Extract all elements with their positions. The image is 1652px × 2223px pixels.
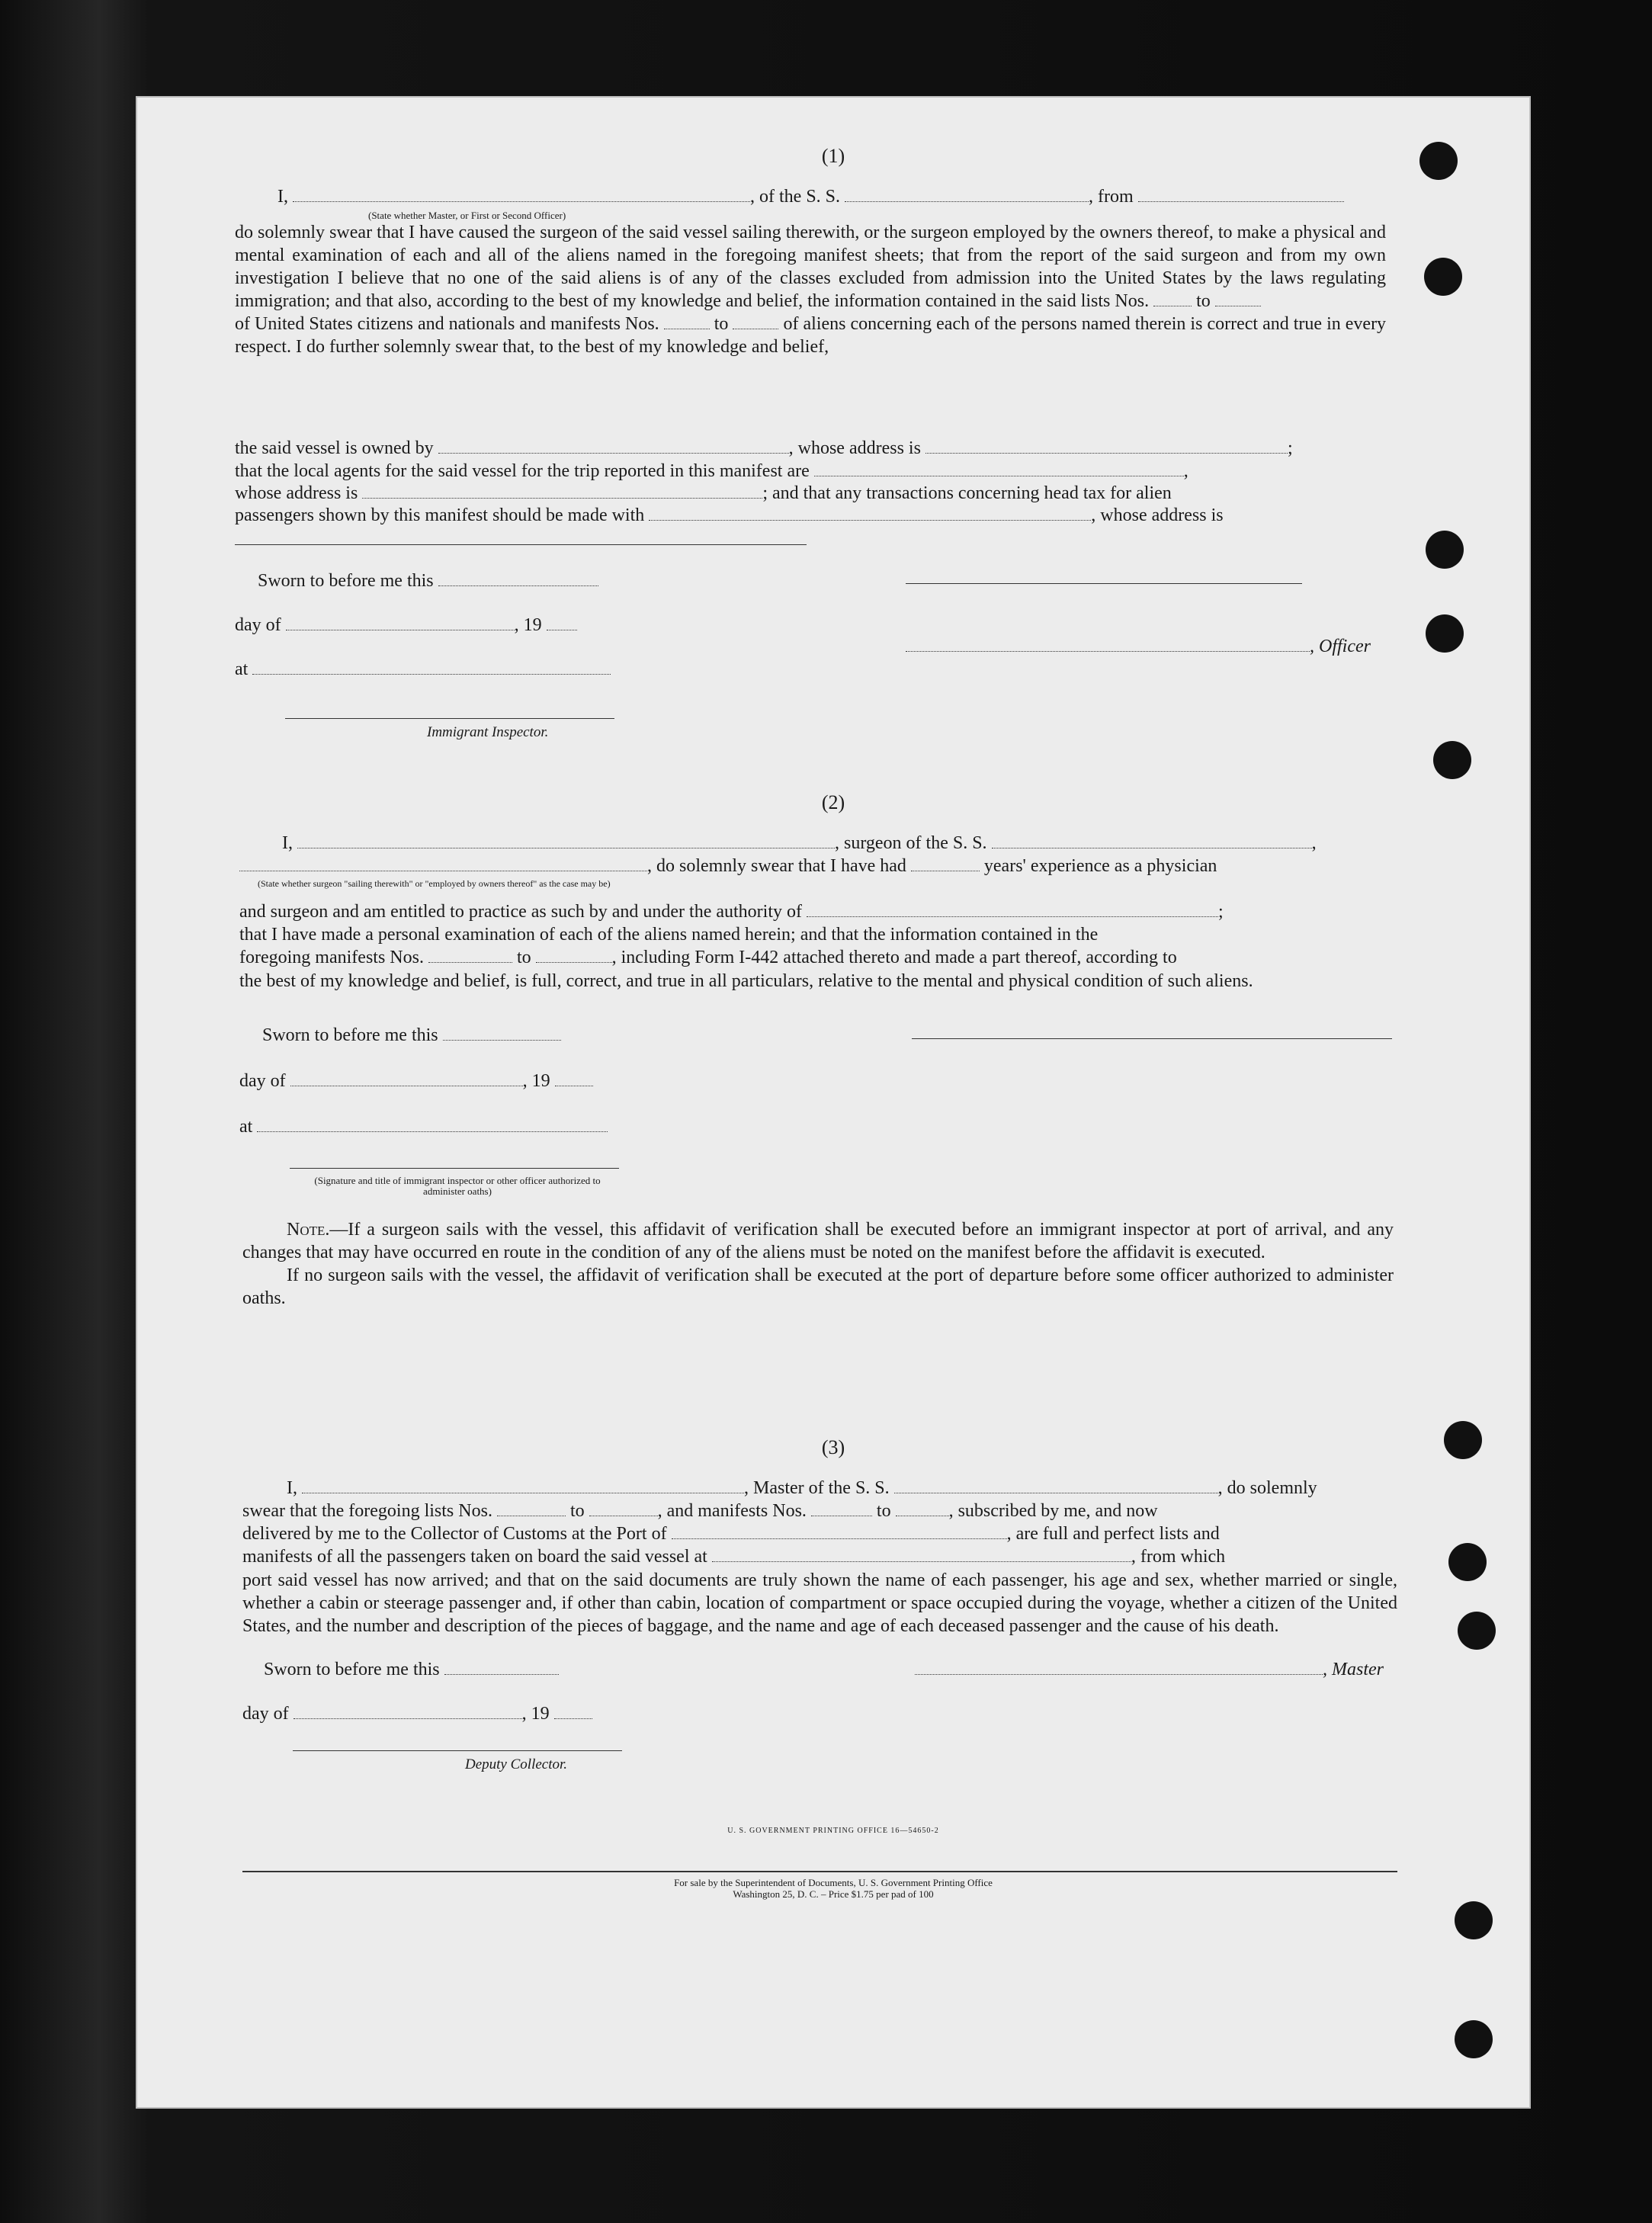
text: Note. (287, 1220, 330, 1240)
binder-hole (1419, 142, 1458, 180)
month-field[interactable] (286, 616, 515, 630)
manifest-from-field[interactable] (428, 948, 512, 963)
text: to (876, 1501, 891, 1521)
text: at (235, 659, 249, 679)
binder-hole (1424, 258, 1462, 296)
text: , subscribed by me, and now (948, 1501, 1158, 1521)
text: , Master (1323, 1660, 1384, 1679)
price-notice: Washington 25, D. C. – Price $1.75 per pad of 100 (733, 1888, 934, 1900)
authority-field[interactable] (807, 903, 1218, 917)
text: , are full and perfect lists and (1006, 1524, 1220, 1544)
field-note: (State whether Master, or First or Second Officer) (368, 210, 566, 221)
text: at (239, 1117, 253, 1137)
officer-rank-field[interactable] (293, 188, 750, 202)
sworn-date-field[interactable] (438, 572, 598, 586)
text: , from (1089, 187, 1134, 207)
text: , Master of the S. S. (744, 1478, 890, 1498)
binder-hole (1455, 2020, 1493, 2058)
head-tax-contact-field[interactable] (649, 506, 1091, 521)
year-field[interactable] (554, 1705, 592, 1719)
month-field[interactable] (290, 1072, 523, 1086)
list-to-field[interactable] (589, 1502, 658, 1516)
text: , 19 (514, 615, 542, 635)
inspector-label: Immigrant Inspector. (427, 724, 549, 740)
text: swear that the foregoing lists Nos. (242, 1501, 492, 1521)
text: , including Form I-442 attached thereto and made a part thereof, according to (611, 948, 1177, 967)
agents-field[interactable] (814, 462, 1184, 476)
binder-hole (1448, 1543, 1487, 1581)
oath-paragraph (235, 221, 1386, 358)
embark-port-field[interactable] (712, 1548, 1131, 1562)
text: , whose address is (1091, 505, 1224, 525)
text: day of (235, 615, 281, 635)
text: day of (239, 1071, 286, 1091)
text: and surgeon and am entitled to practice as such by and under the authority of (239, 902, 802, 922)
head-tax-address-field[interactable] (235, 544, 807, 545)
text: —If a surgeon sails with the vessel, this affidavit of verification shall be executed before an immigrant inspector at port of arrival, and any changes that may have occurred en route in the condition of any of the aliens must be noted on the manifest before the affidavit is executed. (242, 1220, 1394, 1262)
month-field[interactable] (294, 1705, 522, 1719)
text: of aliens concerning each of the persons named therein is correct and true in every respect. I do further solemnly swear that, to the best of my knowledge and belief, (235, 314, 1387, 357)
text: to (569, 1501, 585, 1521)
text: , of the S. S. (750, 187, 841, 207)
footer-rule (242, 1871, 1397, 1872)
text: , surgeon of the S. S. (835, 833, 987, 853)
owner-field[interactable] (438, 439, 789, 454)
binder-hole (1426, 531, 1464, 569)
vessel-name-field[interactable] (894, 1479, 1218, 1493)
text: foregoing manifests Nos. (239, 948, 424, 967)
manifest-from-field[interactable] (811, 1502, 872, 1516)
master-name-field[interactable] (302, 1479, 744, 1493)
year-field[interactable] (555, 1072, 593, 1086)
sale-notice: For sale by the Superintendent of Documents, U. S. Government Printing Office (674, 1877, 993, 1888)
signature-line[interactable] (906, 583, 1302, 584)
surgeon-status-field[interactable] (239, 857, 647, 871)
text: , from which (1131, 1547, 1226, 1567)
inspector-signature-line[interactable] (285, 718, 614, 719)
year-field[interactable] (547, 616, 577, 630)
manifest-to-field[interactable] (733, 315, 778, 329)
text: do solemnly swear that I have caused the surgeon of the said vessel sailing therewith, or the surgeon employed by the owners thereof, to make a physical and mental examination of each and all of the aliens named in the foregoing manifest sheets; that from the report of the said surgeon and from my own investigation I believe that no one of the said aliens is of any of the classes excluded from admission into the United States by the laws regulating immigration; and that also, according to the best of my knowledge and belief, the information contained in the said lists Nos. (235, 223, 1386, 311)
section-number: (1) (821, 145, 845, 167)
text: years' experience as a physician (983, 856, 1217, 876)
text: , 19 (521, 1704, 550, 1724)
years-field[interactable] (911, 857, 980, 871)
text: manifests of all the passengers taken on board the said vessel at (242, 1547, 707, 1567)
text: , 19 (522, 1071, 550, 1091)
manifest-to-field[interactable] (536, 948, 612, 963)
vessel-name-field[interactable] (845, 188, 1089, 202)
text: , do solemnly swear that I have had (647, 856, 906, 876)
text: that the local agents for the said vessel for the trip reported in this manifest are (235, 461, 810, 481)
place-field[interactable] (257, 1118, 608, 1132)
text: day of (242, 1704, 289, 1724)
collector-label: Deputy Collector. (465, 1756, 568, 1772)
collector-signature-line[interactable] (293, 1750, 622, 1751)
printer-imprint: U. S. GOVERNMENT PRINTING OFFICE 16—54650-2 (727, 1827, 939, 1835)
text: I, (287, 1478, 297, 1498)
departure-port-field[interactable] (1138, 188, 1344, 202)
text: If no surgeon sails with the vessel, the affidavit of verification shall be executed at the port of departure before some officer authorized to administer oaths. (242, 1265, 1394, 1308)
officer-signature-field[interactable] (906, 637, 1310, 652)
vessel-name-field[interactable] (992, 834, 1312, 848)
field-note: (Signature and title of immigrant inspector or other officer authorized to administer oaths) (314, 1175, 601, 1197)
text: , whose address is (788, 438, 921, 458)
text: Sworn to before me this (258, 571, 434, 591)
owner-address-field[interactable] (925, 439, 1288, 454)
text: that I have made a personal examination of each of the aliens named herein; and that the information contained in the (239, 925, 1099, 945)
manifest-from-field[interactable] (664, 315, 710, 329)
text: passengers shown by this manifest should be made with (235, 505, 645, 525)
binder-hole (1426, 614, 1464, 653)
text: whose address is (235, 483, 358, 503)
binder-hole (1458, 1612, 1496, 1650)
list-no-from-field[interactable] (1153, 292, 1192, 306)
place-field[interactable] (252, 660, 611, 675)
text: , Officer (1310, 637, 1371, 656)
list-from-field[interactable] (497, 1502, 566, 1516)
agents-address-field[interactable] (362, 484, 762, 499)
form-page: (1) I, , of the S. S. , from (State whether Master, or First or Second Officer) do solemnly swear that I have caused the surgeon of the said vessel sailing therewith, or the surgeon employed by the owners thereof, to make a physical and mental examination of each and all of the aliens named in the foregoing manifest sheets; that from the report of the said surgeon and from my own investigation I believe that no one of the said aliens is of any of the classes excluded from admission into the United States by the laws regulating immigration; and that also, according to the best of my knowledge and belief, the information contained in the said lists Nos. to of United States citizens and nationals and manifests Nos. to of aliens concerning each of the persons named therein is correct and true in every respect. I do further solemnly swear that, to the best of my knowledge and belief, the said vessel is owned by , whose address is ; that the local agents for the said vessel for the trip reported in this manifest are , whose address is ; and that any transactions concerning head tax for alien passengers shown by this manifest should be made with , whose address is Sworn to before me this day of , 19 , Officer at Immigrant Inspector. (2) I, , surgeon of the S. S. , , do solemnly swear that I have had years' experience as a physician (State whether surgeon "sailing therewith" or "employed by owners thereof" as the case may be) and surgeon and am entitled to practice as such by and under the authority of ; that I have made a personal examination of each of the aliens named herein; and that the information contained in the foregoing manifests Nos. to , including Form I-442 attached thereto and made a part thereof, according to the best of my knowledge and belief, is full, correct, and true in all particulars, relative to the mental and physical condition of such aliens. Sworn to before me this day of , 19 at (Signature and title of immigrant inspector or other officer authorized to administer oaths) Note.—If a surgeon sails with the vessel, this affidavit of verification shall be executed before an immigrant inspector at port of arrival, and any changes that may have occurred en route in the condition of any of the aliens must be noted on the manifest before the affidavit is executed. If no surgeon sails with the vessel, the affidavit of verification shall be executed at the port of departure before some officer authorized to administer oaths. (3) I, , Master of the S. S. , do solemnly swear that the foregoing lists Nos. to , and manifests Nos. to , subscribed by me, and now delivered by me to the Collector of Customs at the Port of , are full and perfect lists and manifests of all the passengers taken on board the said vessel at , from which port said vessel has now arrived; and that on the said documents are truly shown the name of each passenger, his age and sex, whether married or single, whether a cabin or steerage passenger and, if other than cabin, location of compartment or space occupied during the voyage, whether a citizen of the United States, and the number and description of the pieces of baggage, and the name and age of each deceased passenger and the cause of his death. Sworn to before me this , Master day of , 19 Deputy Collector. U. S. GOVERNMENT PRINTING OFFICE 16—54650-2 For sale by the Superintendent of Documents, U. S. Government Printing Office Washington 25, D. C. – Price $1.75 per pad of 100 (136, 96, 1531, 2109)
section-number: (3) (821, 1436, 845, 1458)
text: Sworn to before me this (264, 1660, 440, 1679)
binder-hole (1455, 1901, 1493, 1939)
text: the best of my knowledge and belief, is full, correct, and true in all particulars, relative to the mental and physical condition of such aliens. (239, 971, 1253, 991)
text: to (714, 314, 729, 334)
port-field[interactable] (672, 1525, 1007, 1539)
sworn-date-field[interactable] (444, 1660, 559, 1675)
text: I, (282, 833, 293, 853)
text: ; and that any transactions concerning head tax for alien (762, 483, 1172, 503)
text: to (1196, 291, 1211, 311)
text: to (516, 948, 531, 967)
surgeon-name-field[interactable] (297, 834, 835, 848)
text: , and manifests Nos. (657, 1501, 807, 1521)
note-paragraph (242, 1218, 1394, 1310)
field-note: (State whether surgeon "sailing therewith" or "employed by owners thereof" as the case may be) (258, 878, 611, 889)
binder-hole (1433, 741, 1471, 779)
text: delivered by me to the Collector of Customs at the Port of (242, 1524, 667, 1544)
list-no-to-field[interactable] (1215, 292, 1261, 306)
text: the said vessel is owned by (235, 438, 434, 458)
inspector-signature-line[interactable] (290, 1168, 619, 1169)
text: Sworn to before me this (262, 1025, 438, 1045)
binder-hole (1444, 1421, 1482, 1459)
signature-line[interactable] (912, 1038, 1392, 1039)
manifest-to-field[interactable] (896, 1502, 949, 1516)
text: of United States citizens and nationals and manifests Nos. (235, 314, 659, 334)
sworn-date-field[interactable] (443, 1026, 561, 1041)
text: port said vessel has now arrived; and that on the said documents are truly shown the name of each passenger, his age and sex, whether married or single, whether a cabin or steerage passenger and, if other than cabin, location of compartment or space occupied during the voyage, whether a citizen of the United States, and the number and description of the pieces of baggage, and the name and age of each deceased passenger and the cause of his death. (242, 1570, 1397, 1636)
text: , do solemnly (1217, 1478, 1317, 1498)
master-signature-field[interactable] (915, 1660, 1323, 1675)
text: I, (277, 187, 288, 207)
section-number: (2) (821, 791, 845, 813)
